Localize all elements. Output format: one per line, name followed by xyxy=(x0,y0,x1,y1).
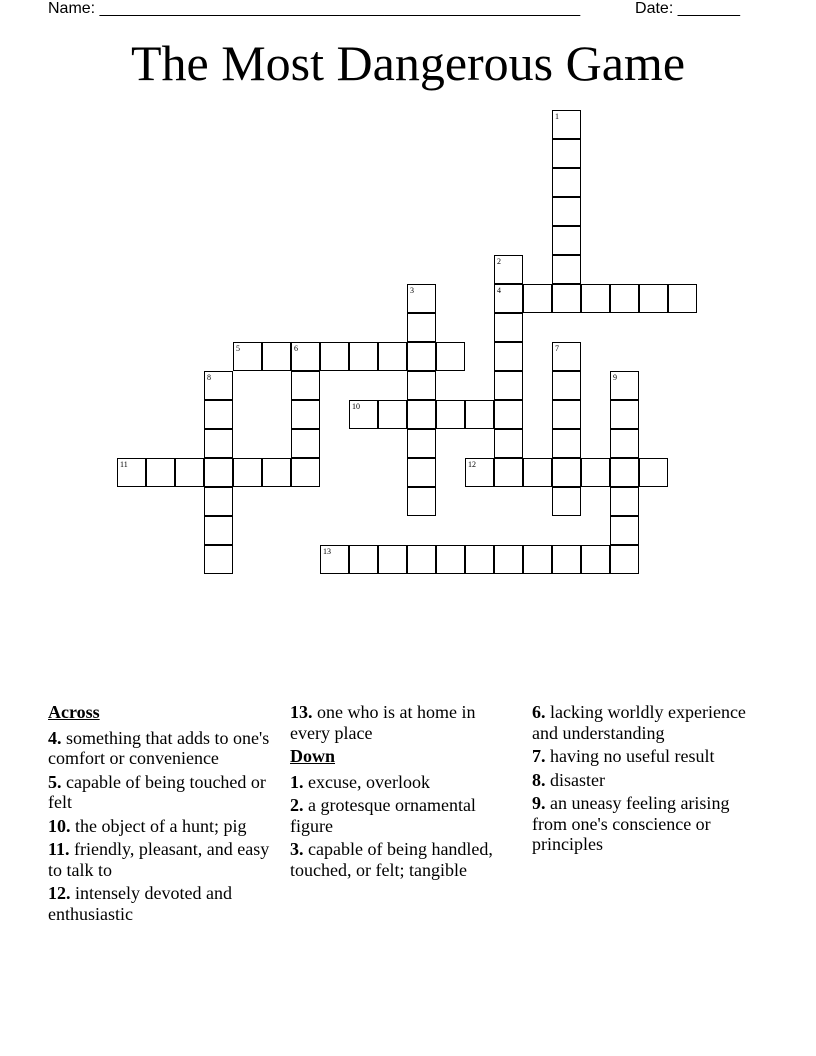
grid-cell[interactable] xyxy=(117,458,146,487)
clue-list xyxy=(290,772,512,881)
grid-cell[interactable] xyxy=(204,458,233,487)
grid-cell[interactable] xyxy=(262,458,291,487)
grid-cell[interactable] xyxy=(291,458,320,487)
grid-cell[interactable] xyxy=(494,400,523,429)
grid-cell[interactable] xyxy=(407,458,436,487)
grid-cell[interactable] xyxy=(204,516,233,545)
page-title: The Most Dangerous Game xyxy=(130,35,686,91)
grid-cell[interactable] xyxy=(552,226,581,255)
grid-cell[interactable] xyxy=(552,110,581,139)
clue-number: 1. xyxy=(290,771,304,792)
clue-number: 12. xyxy=(48,883,71,903)
clue-text: one who is at home in every place xyxy=(290,702,476,743)
clue-item xyxy=(48,839,270,880)
grid-cell[interactable] xyxy=(175,458,204,487)
cell-number: 5 xyxy=(236,344,240,353)
grid-cell[interactable] xyxy=(610,545,639,574)
clue-number: 4. xyxy=(48,727,62,748)
grid-cell[interactable] xyxy=(494,545,523,574)
cell-number: 11 xyxy=(120,460,128,469)
clue-column-2 xyxy=(290,702,512,883)
grid-cell[interactable] xyxy=(552,371,581,400)
clue-text: friendly, pleasant, and easy to talk to xyxy=(48,839,270,880)
grid-cell[interactable] xyxy=(552,400,581,429)
clue-item xyxy=(532,746,746,767)
grid-cell[interactable] xyxy=(552,255,581,284)
grid-cell[interactable] xyxy=(465,545,494,574)
cell-number: 10 xyxy=(352,402,360,411)
clue-number: 13. xyxy=(290,702,313,722)
grid-cell[interactable] xyxy=(146,458,175,487)
clue-number: 9. xyxy=(532,793,546,813)
clue-item xyxy=(290,839,512,880)
grid-cell[interactable] xyxy=(610,429,639,458)
grid-cell[interactable] xyxy=(523,284,552,313)
grid-cell[interactable] xyxy=(552,487,581,516)
clue-text: lacking worldly experience and understanding xyxy=(532,702,746,743)
grid-cell[interactable] xyxy=(581,284,610,313)
clue-number: 6. xyxy=(532,702,546,722)
grid-cell[interactable] xyxy=(407,487,436,516)
grid-cell[interactable] xyxy=(291,400,320,429)
grid-cell[interactable] xyxy=(204,400,233,429)
grid-cell[interactable] xyxy=(552,168,581,197)
grid-cell[interactable] xyxy=(233,458,262,487)
grid-cell[interactable] xyxy=(291,429,320,458)
grid-cell[interactable] xyxy=(204,487,233,516)
clue-list xyxy=(532,702,746,855)
clue-item xyxy=(532,702,746,743)
down-heading: Down xyxy=(290,746,336,766)
grid-cell[interactable] xyxy=(465,400,494,429)
clue-item xyxy=(48,728,270,769)
clue-text: having no useful result xyxy=(545,746,715,766)
grid-cell[interactable] xyxy=(610,371,639,400)
clue-list xyxy=(48,728,270,925)
grid-cell[interactable] xyxy=(639,284,668,313)
clue-item xyxy=(48,816,270,837)
grid-cell[interactable] xyxy=(610,487,639,516)
clue-item xyxy=(290,702,512,743)
grid-cell[interactable] xyxy=(407,313,436,342)
grid-cell[interactable] xyxy=(407,545,436,574)
cell-number: 9 xyxy=(613,373,617,382)
grid-cell[interactable] xyxy=(349,342,378,371)
grid-cell[interactable] xyxy=(610,400,639,429)
grid-cell[interactable] xyxy=(204,371,233,400)
clue-item xyxy=(48,772,270,813)
grid-cell[interactable] xyxy=(349,400,378,429)
grid-cell[interactable] xyxy=(378,545,407,574)
grid-cell[interactable] xyxy=(407,429,436,458)
cell-number: 7 xyxy=(555,344,559,353)
grid-cell[interactable] xyxy=(320,342,349,371)
grid-cell[interactable] xyxy=(378,342,407,371)
cell-number: 8 xyxy=(207,373,211,382)
clue-list xyxy=(290,702,512,743)
clue-number: 5. xyxy=(48,771,62,792)
clue-text: capable of being handled, touched, or felt; tangible xyxy=(290,839,493,880)
grid-cell[interactable] xyxy=(262,342,291,371)
grid-cell[interactable] xyxy=(349,545,378,574)
grid-cell[interactable] xyxy=(639,458,668,487)
grid-cell[interactable] xyxy=(407,371,436,400)
clue-number: 8. xyxy=(532,769,546,790)
cell-number: 13 xyxy=(323,547,331,556)
grid-cell[interactable] xyxy=(610,458,639,487)
grid-cell[interactable] xyxy=(407,400,436,429)
cell-number: 2 xyxy=(497,257,501,266)
clue-item xyxy=(532,770,746,791)
grid-cell[interactable] xyxy=(494,284,523,313)
grid-cell[interactable] xyxy=(523,458,552,487)
clue-column-3 xyxy=(532,702,746,858)
date-field[interactable]: Date: _______ xyxy=(635,0,740,17)
cell-number: 6 xyxy=(294,344,298,353)
clue-item xyxy=(48,883,270,924)
grid-cell[interactable] xyxy=(204,545,233,574)
cell-number: 12 xyxy=(468,460,476,469)
grid-cell[interactable] xyxy=(494,342,523,371)
grid-cell[interactable] xyxy=(552,197,581,226)
clue-text: something that adds to one's comfort or convenience xyxy=(48,727,270,768)
clue-text: a grotesque ornamental figure xyxy=(290,795,476,836)
clue-text: intensely devoted and enthusiastic xyxy=(48,883,232,924)
grid-cell[interactable] xyxy=(610,516,639,545)
grid-cell[interactable] xyxy=(552,139,581,168)
grid-cell[interactable] xyxy=(552,342,581,371)
clue-number: 2. xyxy=(290,795,304,815)
grid-cell[interactable] xyxy=(552,545,581,574)
grid-cell[interactable] xyxy=(320,545,349,574)
clue-text: capable of being touched or felt xyxy=(48,771,266,812)
grid-cell[interactable] xyxy=(436,342,465,371)
clue-number: 3. xyxy=(290,839,304,859)
grid-cell[interactable] xyxy=(552,284,581,313)
clue-number: 10. xyxy=(48,815,71,836)
grid-cell[interactable] xyxy=(494,429,523,458)
clue-number: 7. xyxy=(532,746,546,766)
grid-cell[interactable] xyxy=(523,545,552,574)
across-heading: Across xyxy=(48,702,100,722)
grid-cell[interactable] xyxy=(465,458,494,487)
grid-cell[interactable] xyxy=(436,400,465,429)
grid-cell[interactable] xyxy=(668,284,697,313)
grid-cell[interactable] xyxy=(494,313,523,342)
grid-cell[interactable] xyxy=(552,429,581,458)
cell-number: 4 xyxy=(497,286,501,295)
grid-cell[interactable] xyxy=(204,429,233,458)
grid-cell[interactable] xyxy=(233,342,262,371)
grid-cell[interactable] xyxy=(494,371,523,400)
clue-item xyxy=(532,793,746,855)
cell-number: 1 xyxy=(555,112,559,121)
grid-cell[interactable] xyxy=(581,458,610,487)
grid-cell[interactable] xyxy=(494,255,523,284)
clue-item xyxy=(290,795,512,836)
clue-text: the object of a hunt; pig xyxy=(70,815,247,836)
grid-cell[interactable] xyxy=(436,545,465,574)
grid-cell[interactable] xyxy=(552,458,581,487)
grid-cell[interactable] xyxy=(581,545,610,574)
name-field[interactable]: Name: ______________________________________________________ xyxy=(48,0,581,17)
clue-number: 11. xyxy=(48,839,70,859)
clue-text: an uneasy feeling arising from one's conscience or principles xyxy=(532,793,730,854)
clue-text: disaster xyxy=(545,769,605,790)
clue-text: excuse, overlook xyxy=(303,771,430,792)
grid-cell[interactable] xyxy=(610,284,639,313)
grid-cell[interactable] xyxy=(291,342,320,371)
clue-column-1 xyxy=(48,702,270,927)
clue-item xyxy=(290,772,512,793)
grid-cell[interactable] xyxy=(407,342,436,371)
grid-cell[interactable] xyxy=(494,458,523,487)
cell-number: 3 xyxy=(410,286,414,295)
grid-cell[interactable] xyxy=(407,284,436,313)
grid-cell[interactable] xyxy=(378,400,407,429)
grid-cell[interactable] xyxy=(291,371,320,400)
